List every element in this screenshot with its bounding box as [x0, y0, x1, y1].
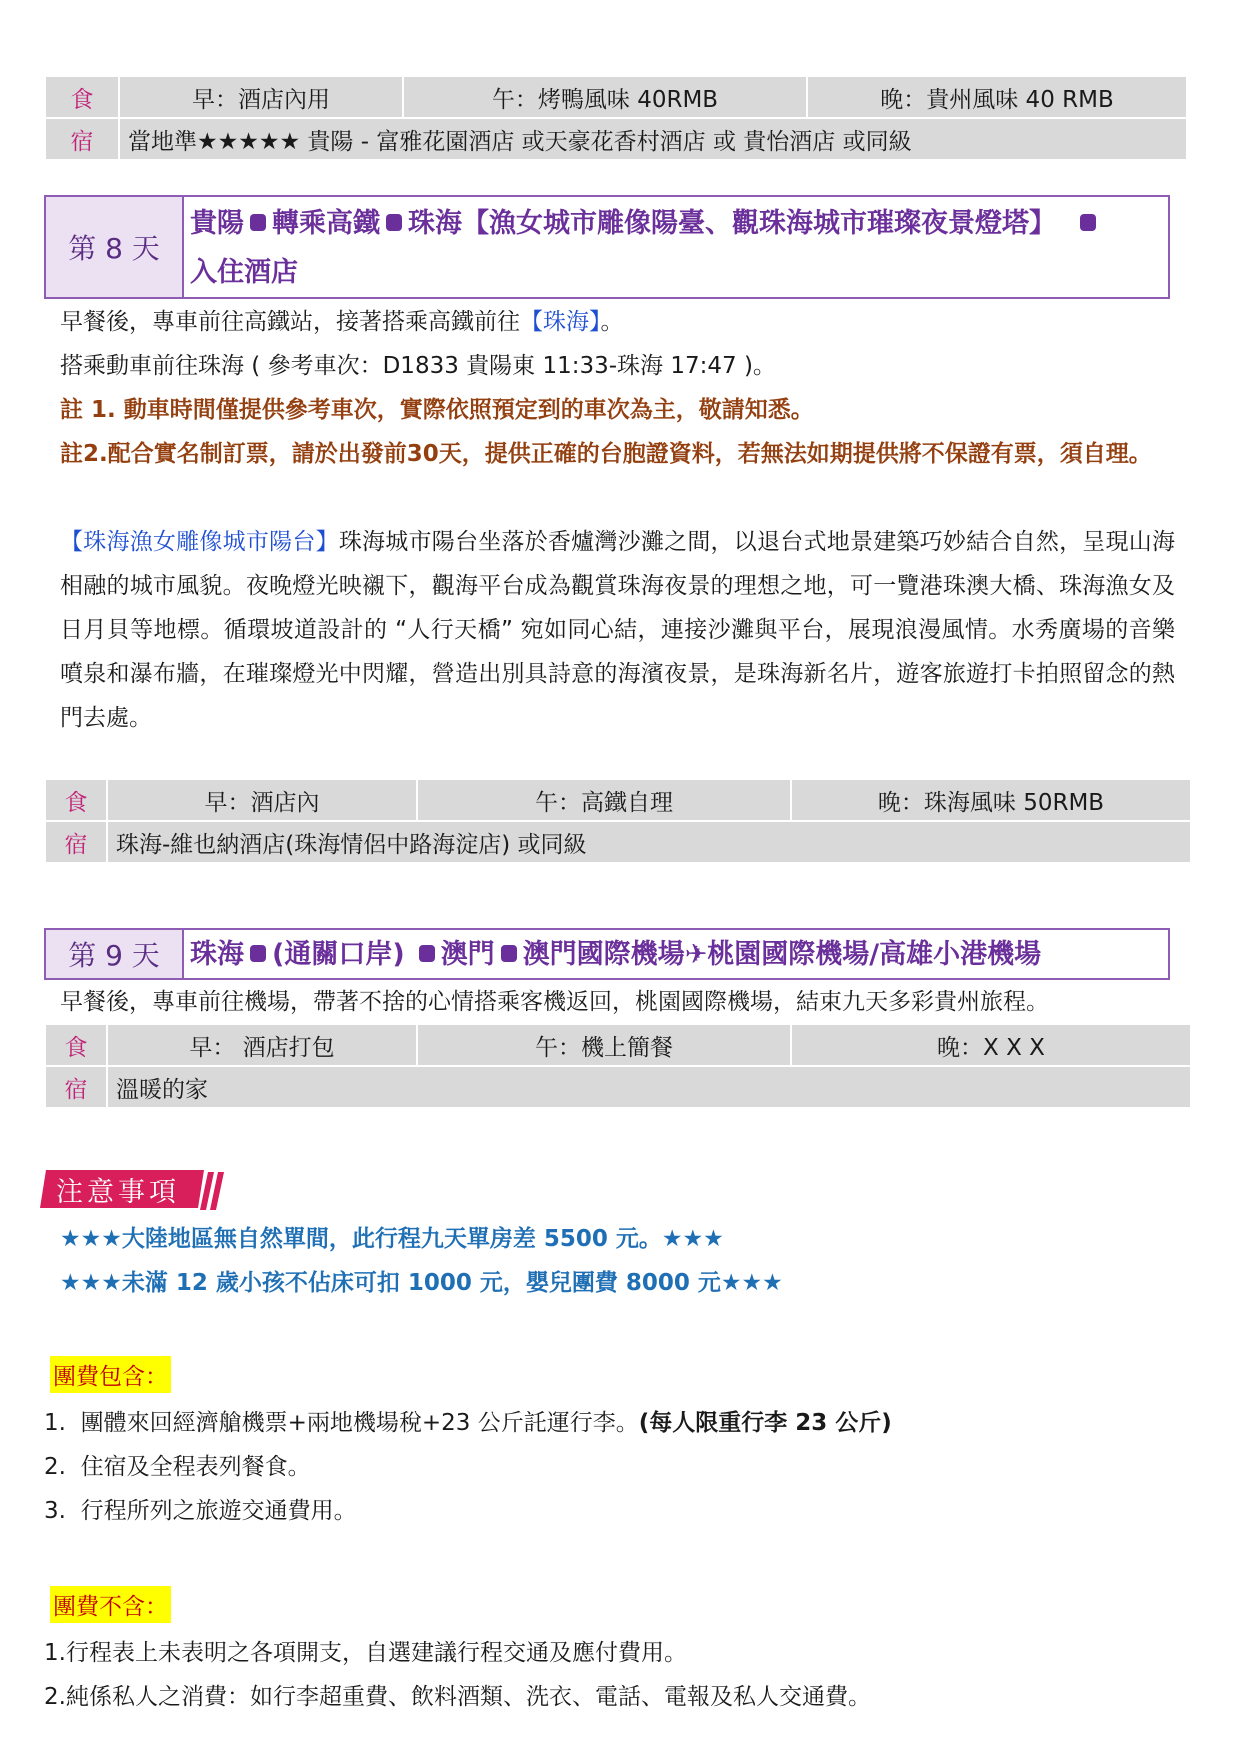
- day8-label: 第 8 天: [46, 197, 184, 297]
- hotel-row: [45, 118, 1187, 160]
- day9-title-part: (通關口岸): [272, 939, 405, 970]
- airplane-icon: ✈: [684, 939, 708, 970]
- meal-row: [45, 1024, 1191, 1066]
- day8-para1-text: 早餐後，專車前往高鐵站，接著搭乘高鐵前往: [60, 309, 520, 335]
- included-item: [44, 1404, 892, 1437]
- item-number: 1.: [44, 1410, 66, 1436]
- excluded-item: 2.純係私人之消費：如行李超重費、飲料酒類、洗衣、電話、電報及私人交通費。: [44, 1684, 871, 1710]
- day8-note2: 註2.配合實名制訂票，請於出發前30天，提供正確的台胞證資料，若無法如期提供將不保證有票，須自理。: [60, 441, 1152, 467]
- day9-meal-table: [44, 1023, 1192, 1109]
- day8-title-line2: 入住酒店: [190, 257, 298, 288]
- day9-title: [184, 930, 1150, 978]
- day8-para1: [60, 300, 1175, 344]
- bus-icon: [1080, 214, 1096, 231]
- day9-header: [44, 928, 1170, 980]
- day8-title: [184, 197, 1150, 297]
- meal-label: 食: [45, 76, 119, 118]
- notice-line2: ★★★未滿 12 歲小孩不佔床可扣 1000 元，嬰兒團費 8000 元★★★: [60, 1270, 783, 1296]
- day9-title-part: 澳門國際機場: [522, 939, 685, 970]
- hotel-cell: 溫暖的家: [107, 1066, 1191, 1108]
- included-item: [44, 1448, 311, 1481]
- day8-title-part: 珠海【漁女城市雕像陽臺、觀珠海城市璀璨夜景燈塔】: [408, 208, 1056, 239]
- bus-icon: [250, 214, 266, 231]
- excluded-heading: 團費不含：: [50, 1586, 171, 1623]
- day9-label: 第 9 天: [46, 930, 184, 978]
- day8-para2: 搭乘動車前往珠海 ( 參考車次：D1833 貴陽東 11:33-珠海 17:47 )。: [60, 353, 776, 379]
- attraction-name: 【珠海漁女雕像城市陽台】: [60, 529, 339, 555]
- hotel-label: 宿: [45, 118, 119, 160]
- hotel-row: [45, 821, 1191, 863]
- item-text: 團體來回經濟艙機票+兩地機場稅+23 公斤託運行李。: [80, 1410, 639, 1436]
- bus-icon: [419, 945, 435, 962]
- lunch-cell: 午：高鐵自理: [417, 779, 791, 821]
- day8-para1-end: 。: [600, 309, 624, 335]
- lunch-cell: 午：烤鴨風味 40RMB: [403, 76, 807, 118]
- dinner-cell: 晚：貴州風味 40 RMB: [807, 76, 1187, 118]
- bus-icon: [501, 945, 517, 962]
- hotel-row: [45, 1066, 1191, 1108]
- hotel-label: 宿: [45, 1066, 107, 1108]
- meal-row: [45, 76, 1187, 118]
- dinner-cell: 晚：珠海風味 50RMB: [791, 779, 1191, 821]
- day8-meal-table: [44, 778, 1192, 864]
- hotel-cell: 當地準★★★★★ 貴陽 - 富雅花園酒店 或天豪花香村酒店 或 貴怡酒店 或同級: [119, 118, 1187, 160]
- meal-label: 食: [45, 779, 107, 821]
- day8-description: [60, 520, 1175, 740]
- notice-banner: [40, 1168, 210, 1210]
- notice-line1: ★★★大陸地區無自然單間，此行程九天單房差 5500 元。★★★: [60, 1226, 724, 1252]
- day9-title-part: 澳門: [440, 939, 495, 970]
- item-text: 行程所列之旅遊交通費用。: [80, 1498, 357, 1524]
- day9-title-part: 珠海: [190, 939, 244, 970]
- breakfast-cell: 早：酒店內用: [119, 76, 403, 118]
- breakfast-cell: 早：酒店內: [107, 779, 417, 821]
- included-heading: 團費包含：: [50, 1356, 171, 1393]
- lunch-cell: 午：機上簡餐: [417, 1024, 791, 1066]
- hotel-cell: 珠海-維也納酒店(珠海情侶中路海淀店) 或同級: [107, 821, 1191, 863]
- item-text: 住宿及全程表列餐食。: [80, 1454, 311, 1480]
- day8-title-part: 貴陽: [190, 208, 244, 239]
- breakfast-cell: 早： 酒店打包: [107, 1024, 417, 1066]
- day8-header: [44, 195, 1170, 299]
- day9-para1: 早餐後，專車前往機場，帶著不捨的心情搭乘客機返回，桃園國際機場，結束九天多彩貴州旅程。: [60, 989, 1049, 1015]
- attraction-desc: 珠海城市陽台坐落於香爐灣沙灘之間，以退台式地景建築巧妙結合自然，呈現山海相融的城市風貌。夜晚燈光映襯下，觀海平台成為觀賞珠海夜景的理想之地，可一覽港珠澳大橋、珠海漁女及日月貝等地標。循環坡道設計的 “人行天橋” 宛如同心結，連接沙灘與平台，展現浪漫風情。水秀廣場的音樂噴泉和瀑布牆，在璀璨燈光中閃耀，營造出別具詩意的海濱夜景，是珠海新名片，遊客旅遊打卡拍照留念的熱門去處。: [60, 529, 1176, 731]
- bus-icon: [250, 945, 266, 962]
- meal-row: [45, 779, 1191, 821]
- day8-note1: 註 1. 動車時間僅提供參考車次，實際依照預定到的車次為主，敬請知悉。: [60, 397, 814, 423]
- item-number: 3.: [44, 1498, 66, 1524]
- bus-icon: [386, 214, 402, 231]
- day7-meal-table: [44, 75, 1188, 161]
- hotel-label: 宿: [45, 821, 107, 863]
- meal-label: 食: [45, 1024, 107, 1066]
- included-item: [44, 1492, 357, 1525]
- item-number: 2.: [44, 1454, 66, 1480]
- excluded-item: 1.行程表上未表明之各項開支，自選建議行程交通及應付費用。: [44, 1640, 687, 1666]
- notice-title: 注意事項: [56, 1177, 180, 1208]
- dinner-cell: 晚：X X X: [791, 1024, 1191, 1066]
- zhuhai-link: 【珠海】: [520, 309, 601, 335]
- day9-title-part: 桃園國際機場/高雄小港機場: [707, 939, 1042, 970]
- item-bold-text: (每人限重行李 23 公斤): [638, 1410, 892, 1436]
- day8-title-part: 轉乘高鐵: [272, 208, 380, 239]
